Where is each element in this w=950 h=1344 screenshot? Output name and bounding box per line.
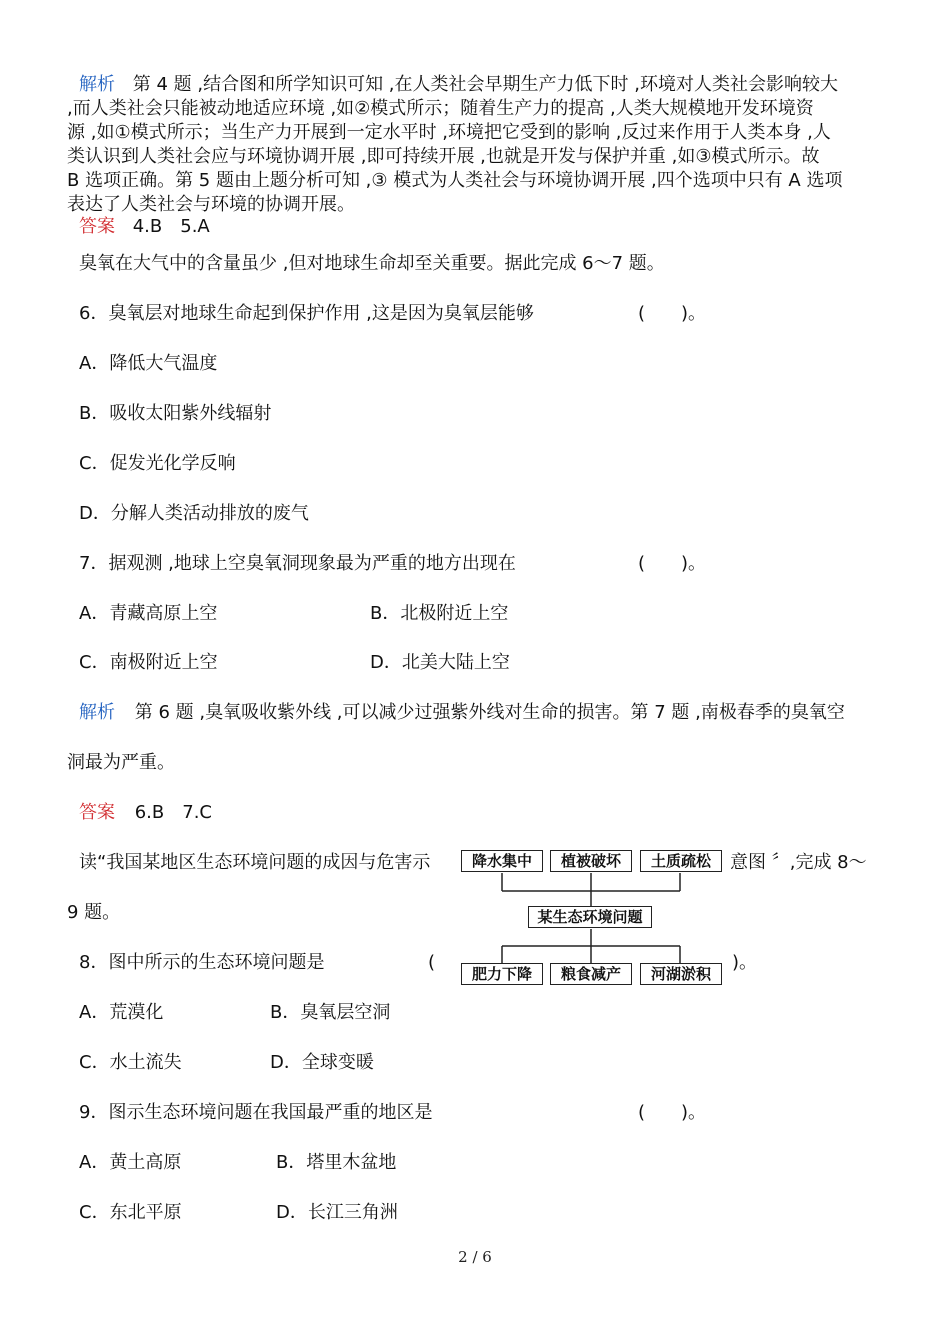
- answer-label: 答案: [79, 802, 115, 823]
- analysis-line: 第 4 题 ,结合图和所学知识可知 ,在人类社会早期生产力低下时 ,环境对人类社会影响较大: [132, 74, 838, 95]
- question-7-stem: 7．据观测 ,地球上空臭氧洞现象最为严重的地方出现在: [79, 553, 516, 574]
- question-6-stem: 6．臭氧层对地球生命起到保护作用 ,这是因为臭氧层能够: [79, 303, 534, 324]
- analysis-line: 第 6 题 ,臭氧吸收紫外线 ,可以减少过强紫外线对生命的损害。第 7 题 ,南极春季的臭氧空: [134, 702, 845, 723]
- question-9-stem: 9．图示生态环境问题在我国最严重的地区是: [79, 1102, 433, 1123]
- q9-option-a: A．黄土高原: [79, 1152, 182, 1173]
- q6-option-b: B．吸收太阳紫外线辐射: [79, 403, 272, 424]
- q7-option-d: D．北美大陆上空: [370, 652, 510, 673]
- analysis-line: B 选项正确。第 5 题由上题分析可知 ,③ 模式为人类社会与环境协调开展 ,四个选项中只有 A 选项: [67, 170, 843, 191]
- question-9-blank: ( )。: [638, 1102, 707, 1123]
- answer-text: 6.B 7.C: [134, 802, 212, 823]
- question-7-blank: ( )。: [638, 553, 707, 574]
- question-6-blank: ( )。: [638, 303, 707, 324]
- answer-label: 答案: [79, 216, 115, 237]
- answer-text: 4.B 5.A: [132, 216, 210, 237]
- cause-box: 降水集中: [461, 850, 543, 872]
- cause-box: 土质疏松: [640, 850, 722, 872]
- intro-8-9-part1: 读“我国某地区生态环境问题的成因与危害示: [79, 852, 431, 873]
- q6-option-c: C．促发光化学反响: [79, 453, 236, 474]
- analysis-line: 类认识到人类社会应与环境协调开展 ,即可持续开展 ,也就是开发与保护并重 ,如③模式所示。故: [67, 146, 820, 167]
- center-problem-box: 某生态环境问题: [528, 906, 652, 928]
- effect-box: 肥力下降: [461, 963, 543, 985]
- question-8-blank-close: )。: [732, 952, 758, 973]
- q8-option-a: A．荒漠化: [79, 1002, 164, 1023]
- cause-box: 植被破坏: [550, 850, 632, 872]
- analysis-line: 源 ,如①模式所示；当生产力开展到一定水平时 ,环境把它受到的影响 ,反过来作用于人类本身 ,人: [67, 122, 831, 143]
- q9-option-b: B．塔里木盆地: [276, 1152, 397, 1173]
- effect-box: 粮食减产: [550, 963, 632, 985]
- intro-6-7: 臭氧在大气中的含量虽少 ,但对地球生命却至关重要。据此完成 6～7 题。: [79, 253, 665, 274]
- q8-option-d: D．全球变暖: [270, 1052, 374, 1073]
- analysis-line: ,而人类社会只能被动地适应环境 ,如②模式所示；随着生产力的提高 ,人类大规模地开发环境资: [67, 98, 814, 119]
- intro-8-9-part3: 9 题。: [67, 902, 121, 923]
- q7-option-a: A．青藏高原上空: [79, 603, 218, 624]
- intro-8-9-part2: 意图 〞,完成 8～: [730, 852, 867, 873]
- q7-option-b: B．北极附近上空: [370, 603, 509, 624]
- question-8-stem: 8．图中所示的生态环境问题是: [79, 952, 325, 973]
- q6-option-d: D．分解人类活动排放的废气: [79, 503, 309, 524]
- q8-option-c: C．水土流失: [79, 1052, 182, 1073]
- q8-option-b: B．臭氧层空洞: [270, 1002, 391, 1023]
- question-8-blank-open: (: [428, 952, 436, 973]
- analysis-label: 解析: [79, 74, 115, 95]
- effect-box: 河湖淤积: [640, 963, 722, 985]
- page-number: 2 / 6: [458, 1248, 492, 1266]
- q9-option-c: C．东北平原: [79, 1202, 182, 1223]
- analysis-line: 洞最为严重。: [67, 752, 175, 773]
- q9-option-d: D．长江三角洲: [276, 1202, 398, 1223]
- analysis-line: 表达了人类社会与环境的协调开展。: [67, 194, 355, 215]
- q6-option-a: A．降低大气温度: [79, 353, 218, 374]
- q7-option-c: C．南极附近上空: [79, 652, 218, 673]
- analysis-label: 解析: [79, 702, 115, 723]
